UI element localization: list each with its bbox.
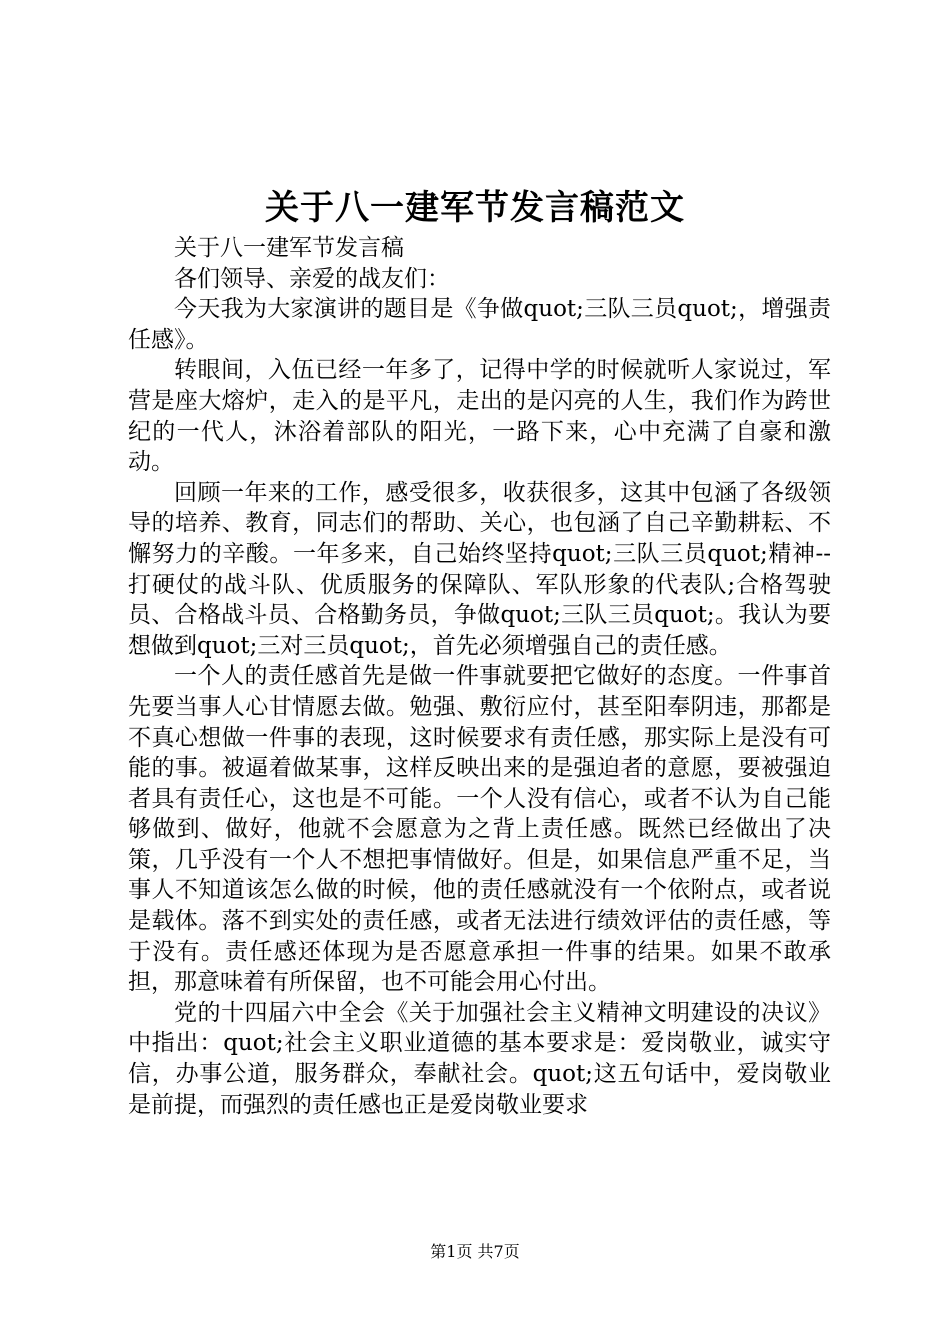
document-title: 关于八一建军节发言稿范文	[265, 188, 685, 228]
page-number: 第1页 共7页	[430, 1242, 520, 1261]
paragraph-topic: 今天我为大家演讲的题目是《争做quot;三队三员quot;，增强责任感》。	[128, 296, 831, 353]
paragraph: 转眼间，入伍已经一年多了，记得中学的时候就听人家说过，军营是座大熔炉，走入的是平凡，走出的是闪亮的人生，我们作为跨世纪的一代人，沐浴着部队的阳光，一路下来，心中充满了自豪和激动。	[128, 357, 831, 476]
paragraph: 回顾一年来的工作，感受很多，收获很多，这其中包涵了各级领导的培养、教育，同志们的帮助、关心，也包涵了自己辛勤耕耘、不懈努力的辛酸。一年多来，自己始终坚持quot;三队三员quot;精神--打硬仗的战斗队、优质服务的保障队、军队形象的代表队;合格驾驶员、合格战斗员、合格勤务员，争做quot;三队三员quot;。我认为要想做到quot;三对三员quot;，首先必须增强自己的责任感。	[128, 479, 831, 659]
paragraph-salutation: 各们领导、亲爱的战友们：	[174, 265, 450, 292]
document-body	[128, 233, 831, 1120]
paragraph: 党的十四届六中全会《关于加强社会主义精神文明建设的决议》中指出：quot;社会主义职业道德的基本要求是：爱岗敬业，诚实守信，办事公道，服务群众，奉献社会。quot;这五句话中，爱岗敬业是前提，而强烈的责任感也正是爱岗敬业要求	[128, 999, 831, 1118]
paragraph: 一个人的责任感首先是做一件事就要把它做好的态度。一件事首先要当事人心甘情愿去做。勉强、敷衍应付，甚至阳奉阴违，那都是不真心想做一件事的表现，这时候要求有责任感，那实际上是没有可能的事。被逼着做某事，这样反映出来的是强迫者的意愿，要被强迫者具有责任心，这也是不可能。一个人没有信心，或者不认为自己能够做到、做好，他就不会愿意为之背上责任感。既然已经做出了决策，几乎没有一个人不想把事情做好。但是，如果信息严重不足，当事人不知道该怎么做的时候，他的责任感就没有一个依附点，或者说是载体。落不到实处的责任感，或者无法进行绩效评估的责任感，等于没有。责任感还体现为是否愿意承担一件事的结果。如果不敢承担，那意味着有所保留，也不可能会用心付出。	[128, 663, 831, 996]
paragraph-heading: 关于八一建军节发言稿	[174, 235, 404, 261]
